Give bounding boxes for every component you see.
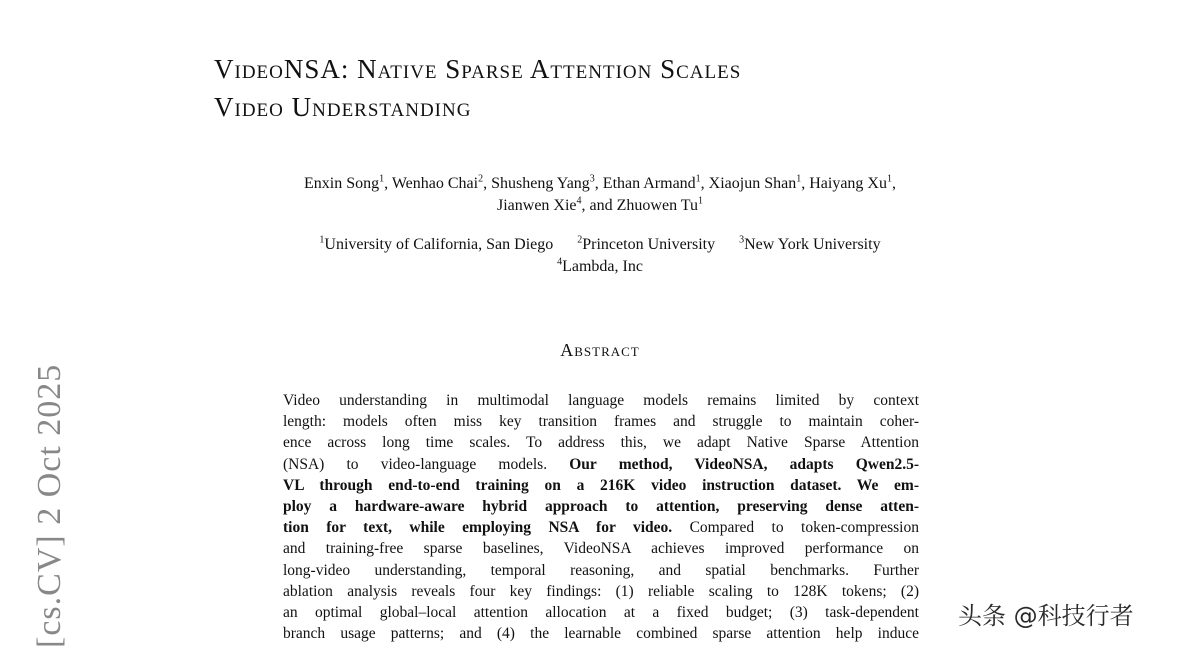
author-separator: ,	[483, 175, 492, 192]
author-name: Shusheng Yang	[491, 175, 590, 192]
author	[392, 175, 491, 192]
abstract-text: branch usage patterns; and (4) the learnable combined sparse attention help induce	[283, 625, 919, 643]
abstract-heading: Abstract	[560, 340, 640, 360]
author-name: Xiaojun Shan	[708, 175, 797, 192]
abstract-line	[283, 454, 919, 475]
abstract-bold-text: Our method, VideoNSA, adapts Qwen2.5-	[569, 455, 919, 473]
author-name: Ethan Armand	[602, 175, 696, 192]
affiliation	[557, 258, 643, 275]
author-separator: ,	[384, 175, 392, 192]
affiliation-name: University of California, San Diego	[324, 236, 554, 253]
abstract-bold-text: tion for text, while employing NSA for video.	[283, 519, 673, 537]
abstract-text: long-video understanding, temporal reasoning, and spatial benchmarks. Further	[283, 561, 919, 579]
affiliation	[577, 236, 715, 253]
abstract-body	[283, 390, 919, 644]
affiliation-name: Lambda, Inc	[562, 258, 643, 275]
title-line-1: VideoNSA: Native Sparse Attention Scales	[214, 54, 742, 84]
affiliations-line-1	[200, 234, 1000, 256]
author-affiliation-mark: 2	[478, 173, 484, 185]
author-affiliation-mark: 1	[695, 173, 701, 185]
watermark-text: 头条 @科技行者	[958, 602, 1134, 630]
affiliation	[739, 236, 880, 253]
author	[497, 197, 590, 214]
author-separator: ,	[594, 175, 603, 192]
abstract-text: an optimal global–local attention allocation at a fixed budget; (3) task-dependent	[283, 604, 919, 622]
authors-line-1	[200, 172, 1000, 196]
title-line-2: Video Understanding	[214, 92, 472, 122]
author-affiliation-mark: 1	[796, 173, 802, 185]
author-name: and Zhuowen Tu	[589, 197, 698, 214]
author	[603, 175, 709, 192]
affiliations-line-2	[200, 256, 1000, 278]
abstract-line	[283, 517, 919, 538]
author-affiliation-mark: 1	[379, 173, 385, 185]
author-name: Wenhao Chai	[391, 175, 479, 192]
abstract-bold-text: ploy a hardware-aware hybrid approach to attention, preserving dense atten-	[283, 498, 919, 516]
affiliation-mark: 1	[319, 234, 325, 246]
abstract-line	[283, 496, 919, 517]
abstract-line	[283, 602, 919, 623]
author-affiliation-mark: 4	[576, 195, 582, 207]
author	[304, 175, 392, 192]
abstract-text: (NSA) to video-language models.	[283, 455, 570, 473]
abstract-line	[283, 560, 919, 581]
abstract-line	[283, 623, 919, 644]
author-separator: ,	[891, 175, 896, 192]
abstract-text: Compared to token-compression	[672, 519, 919, 537]
affiliation-mark: 4	[557, 256, 563, 268]
abstract-bold-text: VL through end-to-end training on a 216K video instruction dataset. We em-	[283, 476, 919, 494]
author-separator: ,	[700, 175, 709, 192]
abstract-line	[283, 538, 919, 559]
abstract-text: ence across long time scales. To address this, we adapt Native Sparse Attention	[283, 434, 919, 452]
abstract-line	[283, 432, 919, 453]
author	[709, 175, 810, 192]
authors-line-2	[200, 194, 1000, 218]
affiliation-mark: 2	[577, 234, 583, 246]
abstract-text: and training-free sparse baselines, VideoNSA achieves improved performance on	[283, 540, 919, 558]
paper-title	[214, 50, 1014, 126]
author-separator: ,	[581, 197, 590, 214]
affiliation-name: New York University	[744, 236, 881, 253]
arxiv-side-identifier: [cs.CV] 2 Oct 2025	[31, 363, 68, 648]
abstract-line	[283, 390, 919, 411]
author-affiliation-mark: 3	[589, 173, 595, 185]
abstract-line	[283, 475, 919, 496]
affiliation-name: Princeton University	[582, 236, 716, 253]
abstract-line	[283, 581, 919, 602]
affiliation-mark: 3	[739, 234, 745, 246]
abstract-line	[283, 411, 919, 432]
abstract-text: ablation analysis reveals four key findings: (1) reliable scaling to 128K tokens; (2)	[283, 582, 919, 600]
author-affiliation-mark: 1	[886, 173, 892, 185]
author-name: Jianwen Xie	[497, 197, 577, 214]
affiliation	[319, 236, 553, 253]
author-separator: ,	[801, 175, 810, 192]
author-name: Haiyang Xu	[809, 175, 887, 192]
author-affiliation-mark: 1	[697, 195, 703, 207]
author	[590, 197, 703, 214]
abstract-text: Video understanding in multimodal language models remains limited by context	[283, 392, 919, 409]
abstract-text: length: models often miss key transition frames and struggle to maintain coher-	[283, 413, 919, 431]
author-name: Enxin Song	[304, 175, 380, 192]
author	[491, 175, 603, 192]
author	[809, 175, 896, 192]
